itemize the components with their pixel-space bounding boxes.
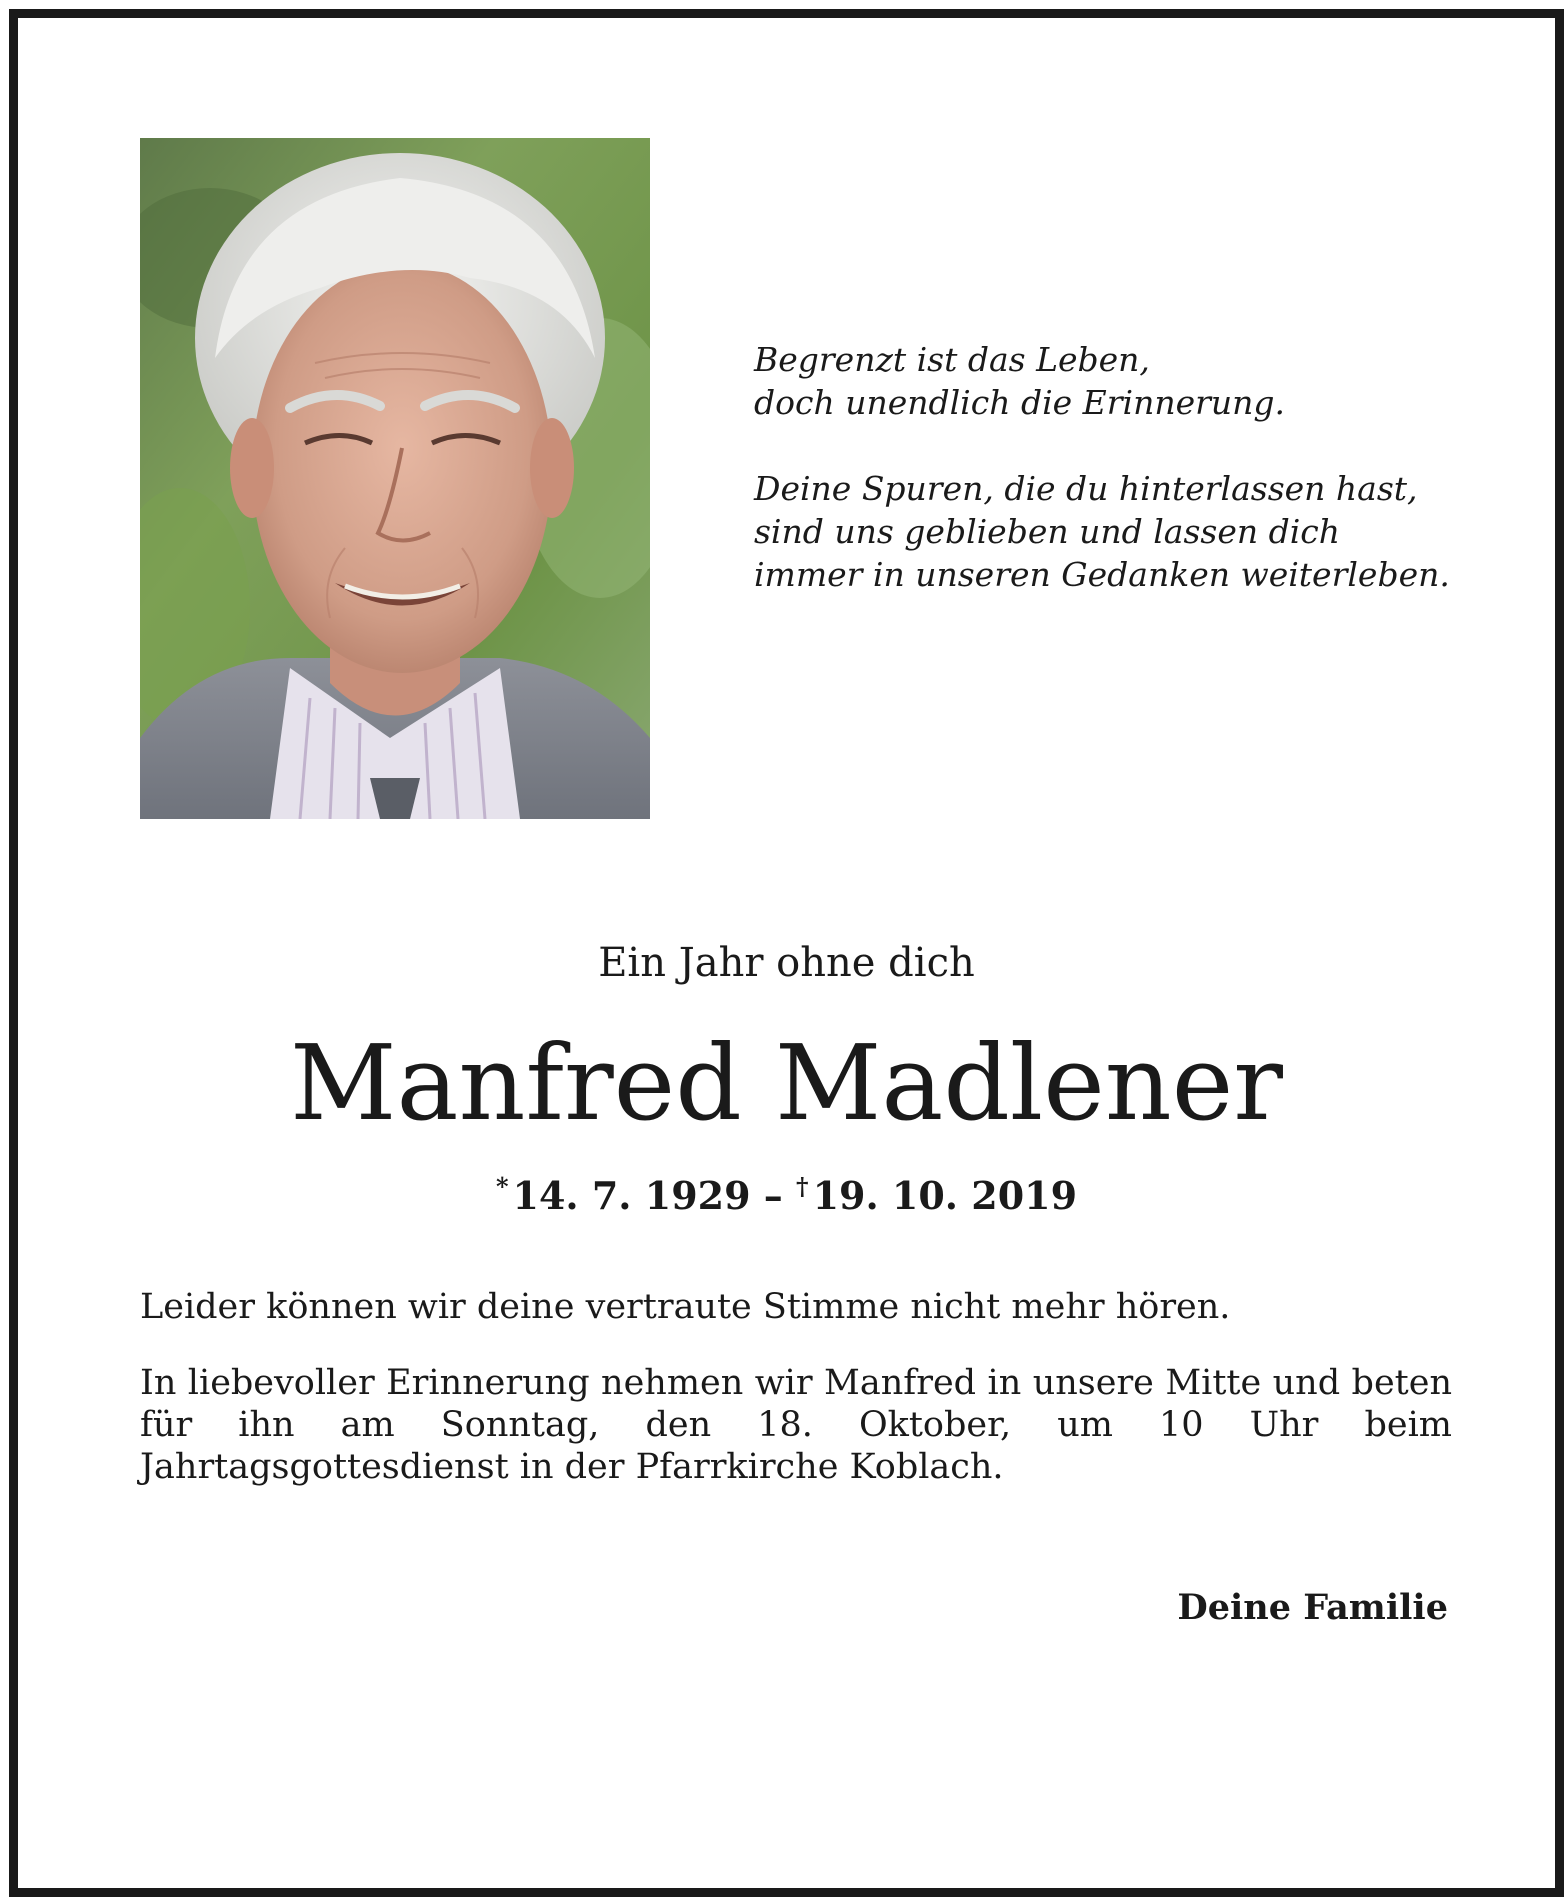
life-dates bbox=[18, 1162, 1555, 1221]
deceased-name: Manfred Madlener bbox=[290, 1022, 1283, 1144]
anniversary-heading: Ein Jahr ohne dich bbox=[598, 940, 975, 986]
quote-line: sind uns geblieben und lassen dich bbox=[754, 512, 1341, 551]
portrait-photo bbox=[140, 138, 650, 819]
birth-mark: * bbox=[495, 1172, 509, 1201]
quote-line: Deine Spuren, die du hinterlassen hast, bbox=[754, 469, 1418, 508]
date-separator: – bbox=[763, 1173, 783, 1218]
memorial-paragraph-2: In liebevoller Erinnerung nehmen wir Manfred in unsere Mitte und beten für ihn am Sonntag, den 18. Oktober, um 10 Uhr beim Jahrtagsgottesdienst in der Pfarrkirche Koblach. bbox=[140, 1363, 1452, 1487]
obituary-card bbox=[9, 9, 1564, 1897]
memorial-text bbox=[140, 1286, 1452, 1522]
quote-stanza-1 bbox=[754, 338, 1474, 424]
death-date: 19. 10. 2019 bbox=[812, 1173, 1078, 1218]
death-mark: † bbox=[796, 1172, 809, 1201]
quote-stanza-2 bbox=[754, 467, 1474, 596]
quote-line: Begrenzt ist das Leben, bbox=[754, 340, 1150, 379]
signature: Deine Familie bbox=[1177, 1587, 1448, 1628]
memorial-paragraph-1: Leider können wir deine vertraute Stimme nicht mehr hören. bbox=[140, 1287, 1231, 1327]
birth-date: 14. 7. 1929 bbox=[512, 1173, 751, 1218]
quote-line: doch unendlich die Erinnerung. bbox=[754, 383, 1286, 422]
memorial-quote bbox=[754, 338, 1474, 639]
quote-line: immer in unseren Gedanken weiterleben. bbox=[754, 555, 1450, 594]
